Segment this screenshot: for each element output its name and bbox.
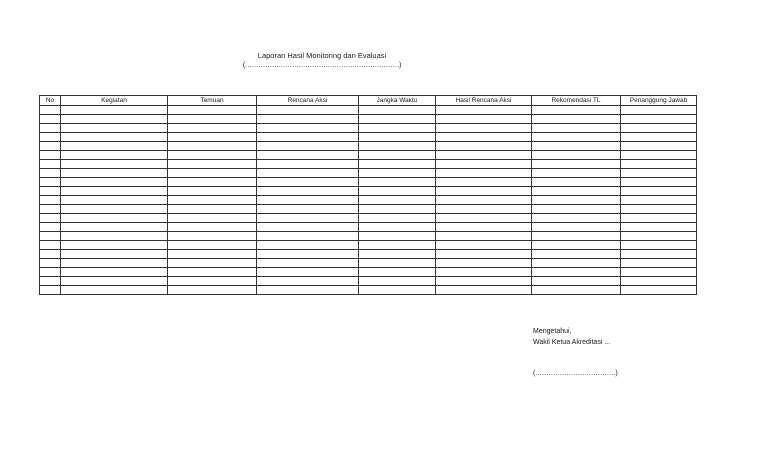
table-cell xyxy=(168,286,257,295)
table-cell xyxy=(621,196,697,205)
table-cell xyxy=(168,106,257,115)
table-cell xyxy=(532,106,621,115)
table-cell xyxy=(436,106,532,115)
column-header-penanggung-jawab: Penanggung Jawab xyxy=(621,96,697,106)
table-row xyxy=(40,214,697,223)
signer-role: Wakil Ketua Akreditasi ... xyxy=(533,339,611,346)
table-cell xyxy=(621,178,697,187)
table-cell xyxy=(40,268,61,277)
table-cell xyxy=(257,196,359,205)
table-row xyxy=(40,232,697,241)
table-cell xyxy=(257,259,359,268)
table-cell xyxy=(532,187,621,196)
table-cell xyxy=(61,277,168,286)
table-cell xyxy=(359,187,436,196)
table-cell xyxy=(532,214,621,223)
table-row xyxy=(40,268,697,277)
table-cell xyxy=(40,214,61,223)
document-title: Laporan Hasil Monitoring dan Evaluasi xyxy=(257,51,387,60)
table-row xyxy=(40,106,697,115)
table-row xyxy=(40,151,697,160)
table-cell xyxy=(532,268,621,277)
table-row xyxy=(40,178,697,187)
table-cell xyxy=(621,277,697,286)
table-cell xyxy=(257,187,359,196)
table-cell xyxy=(61,205,168,214)
table-cell xyxy=(532,241,621,250)
column-header-rekomendasi-tl: Rekomendasi TL xyxy=(532,96,621,106)
table-cell xyxy=(532,151,621,160)
table-cell xyxy=(436,250,532,259)
column-header-no: No xyxy=(40,96,61,106)
table-cell xyxy=(621,133,697,142)
table-cell xyxy=(359,286,436,295)
table-cell xyxy=(40,196,61,205)
table-cell xyxy=(359,268,436,277)
acknowledged-label: Mengetahui, xyxy=(533,328,572,335)
table-cell xyxy=(168,133,257,142)
table-cell xyxy=(359,232,436,241)
table-row xyxy=(40,277,697,286)
table-cell xyxy=(532,133,621,142)
table-cell xyxy=(257,133,359,142)
table-cell xyxy=(436,232,532,241)
table-cell xyxy=(61,286,168,295)
table-row xyxy=(40,205,697,214)
table-cell xyxy=(168,178,257,187)
table-cell xyxy=(168,268,257,277)
table-cell xyxy=(40,124,61,133)
table-cell xyxy=(436,124,532,133)
document-subtitle-placeholder: (……………………………………………………………) xyxy=(242,62,402,69)
table-cell xyxy=(61,187,168,196)
table-cell xyxy=(168,151,257,160)
column-header-hasil-rencana-aksi: Hasil Rencana Aksi xyxy=(436,96,532,106)
table-cell xyxy=(359,106,436,115)
table-cell xyxy=(359,250,436,259)
signer-name-placeholder: (………………………………) xyxy=(533,370,618,377)
table-cell xyxy=(168,241,257,250)
table-cell xyxy=(532,115,621,124)
table-cell xyxy=(257,106,359,115)
table-cell xyxy=(40,241,61,250)
table-cell xyxy=(61,169,168,178)
table-cell xyxy=(532,205,621,214)
table-cell xyxy=(168,115,257,124)
table-cell xyxy=(61,133,168,142)
table-cell xyxy=(40,205,61,214)
table-cell xyxy=(621,232,697,241)
table-cell xyxy=(436,268,532,277)
table-cell xyxy=(168,259,257,268)
table-row xyxy=(40,286,697,295)
table-cell xyxy=(359,151,436,160)
table-cell xyxy=(61,196,168,205)
column-header-temuan: Temuan xyxy=(168,96,257,106)
table-cell xyxy=(359,169,436,178)
table-cell xyxy=(359,196,436,205)
table-cell xyxy=(40,151,61,160)
table-cell xyxy=(621,214,697,223)
table-cell xyxy=(621,286,697,295)
table-cell xyxy=(168,142,257,151)
table-cell xyxy=(40,286,61,295)
table-cell xyxy=(436,196,532,205)
table-cell xyxy=(621,205,697,214)
table-cell xyxy=(359,223,436,232)
table-cell xyxy=(359,259,436,268)
table-cell xyxy=(40,259,61,268)
table-cell xyxy=(257,178,359,187)
table-cell xyxy=(257,241,359,250)
table-cell xyxy=(61,241,168,250)
table-cell xyxy=(359,124,436,133)
table-cell xyxy=(532,223,621,232)
table-cell xyxy=(621,187,697,196)
table-cell xyxy=(436,205,532,214)
table-cell xyxy=(436,151,532,160)
table-cell xyxy=(40,133,61,142)
table-cell xyxy=(359,277,436,286)
table-cell xyxy=(436,169,532,178)
table-cell xyxy=(532,124,621,133)
table-cell xyxy=(61,115,168,124)
table-cell xyxy=(61,259,168,268)
table-cell xyxy=(61,250,168,259)
table-cell xyxy=(168,160,257,169)
table-cell xyxy=(40,277,61,286)
table-cell xyxy=(257,151,359,160)
table-body xyxy=(40,106,697,295)
table-cell xyxy=(257,223,359,232)
table-cell xyxy=(621,169,697,178)
table-cell xyxy=(621,250,697,259)
table-cell xyxy=(359,115,436,124)
table-row xyxy=(40,250,697,259)
table-cell xyxy=(436,286,532,295)
table-cell xyxy=(257,205,359,214)
table-cell xyxy=(168,232,257,241)
table-cell xyxy=(359,241,436,250)
table-cell xyxy=(257,124,359,133)
table-row xyxy=(40,124,697,133)
table-cell xyxy=(40,232,61,241)
table-cell xyxy=(168,124,257,133)
table-cell xyxy=(257,268,359,277)
table-cell xyxy=(621,124,697,133)
table-cell xyxy=(40,169,61,178)
table-cell xyxy=(257,250,359,259)
table-cell xyxy=(621,268,697,277)
table-cell xyxy=(621,223,697,232)
table-cell xyxy=(621,160,697,169)
table-cell xyxy=(40,223,61,232)
table-row xyxy=(40,160,697,169)
column-header-rencana-aksi: Rencana Aksi xyxy=(257,96,359,106)
table-cell xyxy=(436,187,532,196)
table-row xyxy=(40,142,697,151)
table-cell xyxy=(61,214,168,223)
table-cell xyxy=(257,214,359,223)
table-row xyxy=(40,115,697,124)
table-cell xyxy=(532,196,621,205)
table-cell xyxy=(436,142,532,151)
column-header-jangka-waktu: Jangka Waktu xyxy=(359,96,436,106)
table-row xyxy=(40,169,697,178)
report-table xyxy=(39,95,697,295)
table-row xyxy=(40,259,697,268)
table-cell xyxy=(168,277,257,286)
table-cell xyxy=(532,178,621,187)
table-cell xyxy=(257,115,359,124)
table-cell xyxy=(61,151,168,160)
table-cell xyxy=(40,250,61,259)
table-cell xyxy=(436,259,532,268)
table-cell xyxy=(40,115,61,124)
table-cell xyxy=(621,241,697,250)
table-cell xyxy=(621,151,697,160)
table-cell xyxy=(359,133,436,142)
table-cell xyxy=(168,223,257,232)
table-cell xyxy=(40,160,61,169)
table-cell xyxy=(532,286,621,295)
table-row xyxy=(40,133,697,142)
table-cell xyxy=(168,250,257,259)
table-cell xyxy=(436,115,532,124)
table-cell xyxy=(621,259,697,268)
table-cell xyxy=(257,232,359,241)
table-cell xyxy=(532,250,621,259)
table-cell xyxy=(532,160,621,169)
table-cell xyxy=(359,142,436,151)
table-cell xyxy=(40,106,61,115)
table-cell xyxy=(359,178,436,187)
table-row xyxy=(40,196,697,205)
table-cell xyxy=(621,142,697,151)
table-cell xyxy=(40,178,61,187)
table-cell xyxy=(436,223,532,232)
table-cell xyxy=(359,160,436,169)
table-cell xyxy=(61,232,168,241)
table-cell xyxy=(436,178,532,187)
table-cell xyxy=(257,169,359,178)
table-row xyxy=(40,241,697,250)
table-cell xyxy=(168,187,257,196)
table-header-row xyxy=(40,96,697,106)
table-cell xyxy=(40,187,61,196)
table-cell xyxy=(436,214,532,223)
table-cell xyxy=(436,160,532,169)
table-cell xyxy=(359,214,436,223)
table-cell xyxy=(532,232,621,241)
table-cell xyxy=(436,133,532,142)
table-row xyxy=(40,187,697,196)
table-cell xyxy=(532,277,621,286)
table-cell xyxy=(436,241,532,250)
table-cell xyxy=(168,196,257,205)
table-cell xyxy=(621,106,697,115)
table-cell xyxy=(168,205,257,214)
table-cell xyxy=(61,124,168,133)
table-cell xyxy=(257,160,359,169)
table-cell xyxy=(61,268,168,277)
table-cell xyxy=(61,106,168,115)
table-cell xyxy=(61,178,168,187)
table-cell xyxy=(61,142,168,151)
table-cell xyxy=(532,169,621,178)
table-cell xyxy=(61,223,168,232)
table-cell xyxy=(436,277,532,286)
table-cell xyxy=(532,259,621,268)
table-cell xyxy=(532,142,621,151)
table-cell xyxy=(61,160,168,169)
table-cell xyxy=(257,142,359,151)
column-header-kegiatan: Kegiatan xyxy=(61,96,168,106)
table-cell xyxy=(257,286,359,295)
table-cell xyxy=(168,214,257,223)
table-cell xyxy=(168,169,257,178)
signature-block xyxy=(533,326,610,348)
table-cell xyxy=(257,277,359,286)
table-row xyxy=(40,223,697,232)
table-cell xyxy=(40,142,61,151)
table-cell xyxy=(359,205,436,214)
table-cell xyxy=(621,115,697,124)
